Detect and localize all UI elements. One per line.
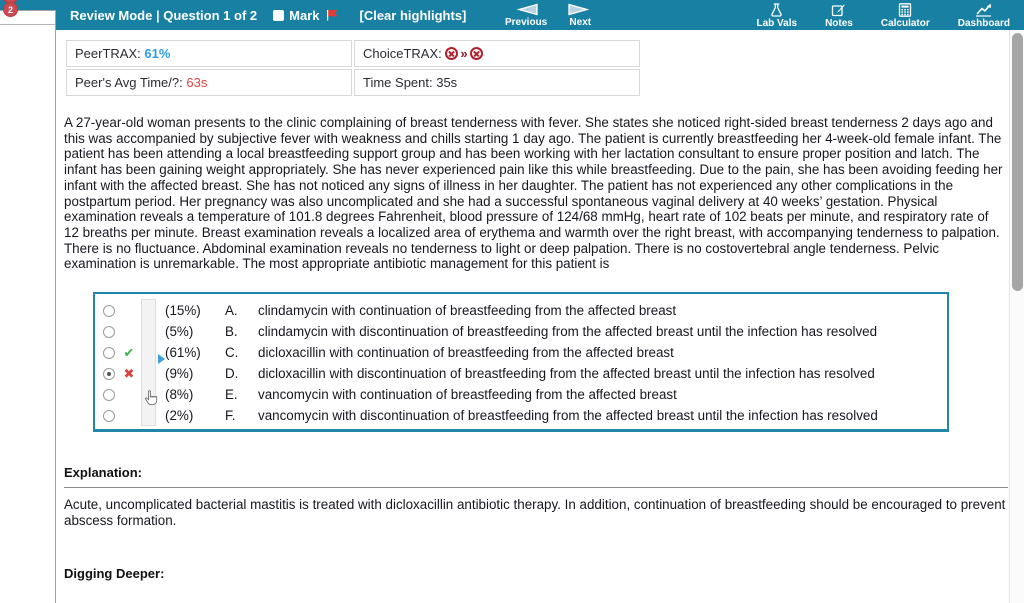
choice-text: clindamycin with discontinuation of breastfeeding from the affected breast until the infection has resolved bbox=[258, 324, 878, 340]
next-label: Next bbox=[569, 17, 592, 28]
explanation-heading: Explanation: bbox=[64, 465, 143, 481]
time-spent-cell bbox=[354, 69, 640, 96]
choice-mark-icon: ✖ bbox=[123, 365, 135, 381]
calculator-label: Calculator bbox=[880, 18, 930, 29]
mark-checkbox[interactable] bbox=[273, 10, 284, 21]
choice-mark-icon: ✔ bbox=[123, 344, 135, 360]
clear-highlights-button[interactable]: [Clear highlights] bbox=[359, 7, 467, 23]
question-2-badge[interactable]: 2 bbox=[3, 2, 18, 17]
next-button[interactable] bbox=[567, 2, 593, 28]
peer-avg-time-cell bbox=[66, 69, 352, 96]
lab-vals-label: Lab Vals bbox=[756, 18, 798, 29]
flag-icon bbox=[325, 9, 339, 21]
choice-percent: (61%) bbox=[165, 345, 201, 361]
choice-radio[interactable] bbox=[103, 389, 115, 401]
choicetrax-cell bbox=[354, 40, 640, 67]
choice-percent: (9%) bbox=[165, 366, 194, 382]
choice-radio[interactable] bbox=[103, 410, 115, 422]
choice-letter: C. bbox=[225, 345, 239, 361]
choicetrax-label: ChoiceTRAX: bbox=[363, 46, 442, 61]
choices-list bbox=[95, 300, 947, 426]
toolbar-tools bbox=[756, 2, 1010, 29]
previous-label: Previous bbox=[505, 17, 548, 28]
next-arrow-icon bbox=[567, 3, 593, 16]
vertical-scrollbar[interactable] bbox=[1009, 30, 1024, 603]
choice-letter: E. bbox=[225, 387, 238, 403]
sidebar-divider bbox=[0, 24, 55, 25]
notes-label: Notes bbox=[825, 18, 853, 29]
dashboard-chart-icon bbox=[975, 3, 992, 17]
question-nav bbox=[505, 2, 593, 28]
previous-arrow-icon bbox=[513, 3, 539, 16]
choice-letter: B. bbox=[225, 324, 238, 340]
choice-text: dicloxacillin with continuation of breastfeeding from the affected breast bbox=[258, 345, 674, 361]
mark-label: Mark bbox=[289, 7, 320, 23]
page-title: Review Mode | Question 1 of 2 bbox=[70, 7, 258, 23]
answer-choice-row bbox=[95, 384, 947, 405]
choice-text: vancomycin with discontinuation of breastfeeding from the affected breast until the infection has resolved bbox=[258, 408, 878, 424]
question-list-sidebar bbox=[0, 10, 56, 603]
choice-radio[interactable] bbox=[103, 326, 115, 338]
peer-avg-time-label: Peer's Avg Time/?: bbox=[75, 75, 183, 90]
choice-percent: (15%) bbox=[165, 303, 201, 319]
peertrax-value: 61% bbox=[144, 46, 171, 61]
answer-choice-row bbox=[95, 405, 947, 426]
explanation-text: Acute, uncomplicated bacterial mastitis is treated with dicloxacillin antibiotic therapy. In addition, continuation of breastfeeding should be encouraged to prevent abscess formation. bbox=[64, 497, 1006, 529]
calculator-icon bbox=[898, 3, 912, 17]
choice-letter: A. bbox=[225, 303, 238, 319]
scrollbar-thumb[interactable] bbox=[1012, 33, 1023, 291]
choice-percent: (2%) bbox=[165, 408, 194, 424]
dashboard-label: Dashboard bbox=[957, 18, 1010, 29]
choicetrax-separator: » bbox=[460, 46, 468, 61]
choice-percent: (8%) bbox=[165, 387, 194, 403]
incorrect-circle-icon bbox=[445, 47, 458, 60]
stats-table bbox=[64, 38, 642, 98]
flask-icon bbox=[769, 3, 784, 17]
choice-letter: D. bbox=[225, 366, 239, 382]
answer-choices-box bbox=[93, 292, 949, 432]
answer-choice-row bbox=[95, 363, 947, 384]
notes-button[interactable] bbox=[825, 2, 853, 29]
time-spent-label: Time Spent: 35s bbox=[363, 75, 458, 90]
digging-deeper-heading: Digging Deeper: bbox=[64, 566, 165, 582]
question-stem: A 27-year-old woman presents to the clinic complaining of breast tenderness with fever. She states she noticed right-sided breast tenderness 2 days ago and this was accompanied by subjective fever with weakness and chills starting 1 day ago. The patient is currently breastfeeding her 4-week-old female infant. The patient has been attending a local breastfeeding support group and has been working with her lactation consultant to ensure proper position and latch. The infant has been gaining weight appropriately. She has never experienced pain like this while breastfeeding. Due to the pain, she has been avoiding feeding her infant with the affected breast. She has not noticed any signs of illness in her daughter. The patient has not experienced any other complications in the postpartum period. Her pregnancy was also uncomplicated and she had a successful spontaneous vaginal delivery at 40 weeks’ gestation. Physical examination reveals a temperature of 101.8 degrees Fahrenheit, blood pressure of 124/68 mmHg, heart rate of 102 beats per minute, and respiratory rate of 12 breaths per minute. Breast examination reveals a localized area of erythema and warmth over the right breast, with accompanying tenderness to palpation. There is no fluctuance. Abdominal examination reveals no tenderness to light or deep palpation. There is no costovertebral angle tenderness. Pelvic examination is unremarkable. The most appropriate antibiotic management for this patient is bbox=[64, 115, 1003, 272]
answer-choice-row bbox=[95, 321, 947, 342]
explanation-divider bbox=[64, 487, 1008, 488]
peer-avg-time-value: 63s bbox=[186, 75, 208, 90]
question-content bbox=[57, 30, 1009, 603]
incorrect-circle-icon bbox=[470, 47, 483, 60]
answer-choice-row bbox=[95, 342, 947, 363]
choice-radio[interactable] bbox=[103, 347, 115, 359]
notes-icon bbox=[831, 3, 846, 17]
choice-text: clindamycin with continuation of breastfeeding from the affected breast bbox=[258, 303, 677, 319]
previous-button[interactable] bbox=[505, 2, 547, 28]
answer-choice-row bbox=[95, 300, 947, 321]
choice-radio[interactable] bbox=[103, 368, 115, 380]
choice-text: vancomycin with continuation of breastfeeding from the affected breast bbox=[258, 387, 677, 403]
choice-letter: F. bbox=[225, 408, 236, 424]
dashboard-button[interactable] bbox=[958, 2, 1010, 29]
top-toolbar bbox=[0, 0, 1024, 30]
peertrax-label: PeerTRAX: bbox=[75, 46, 141, 61]
lab-vals-button[interactable] bbox=[756, 2, 797, 29]
calculator-button[interactable] bbox=[881, 2, 930, 29]
choice-text: dicloxacillin with discontinuation of breastfeeding from the affected breast until the infection has resolved bbox=[258, 366, 875, 382]
choice-percent: (5%) bbox=[165, 324, 194, 340]
choice-radio[interactable] bbox=[103, 305, 115, 317]
peertrax-cell bbox=[66, 40, 352, 67]
